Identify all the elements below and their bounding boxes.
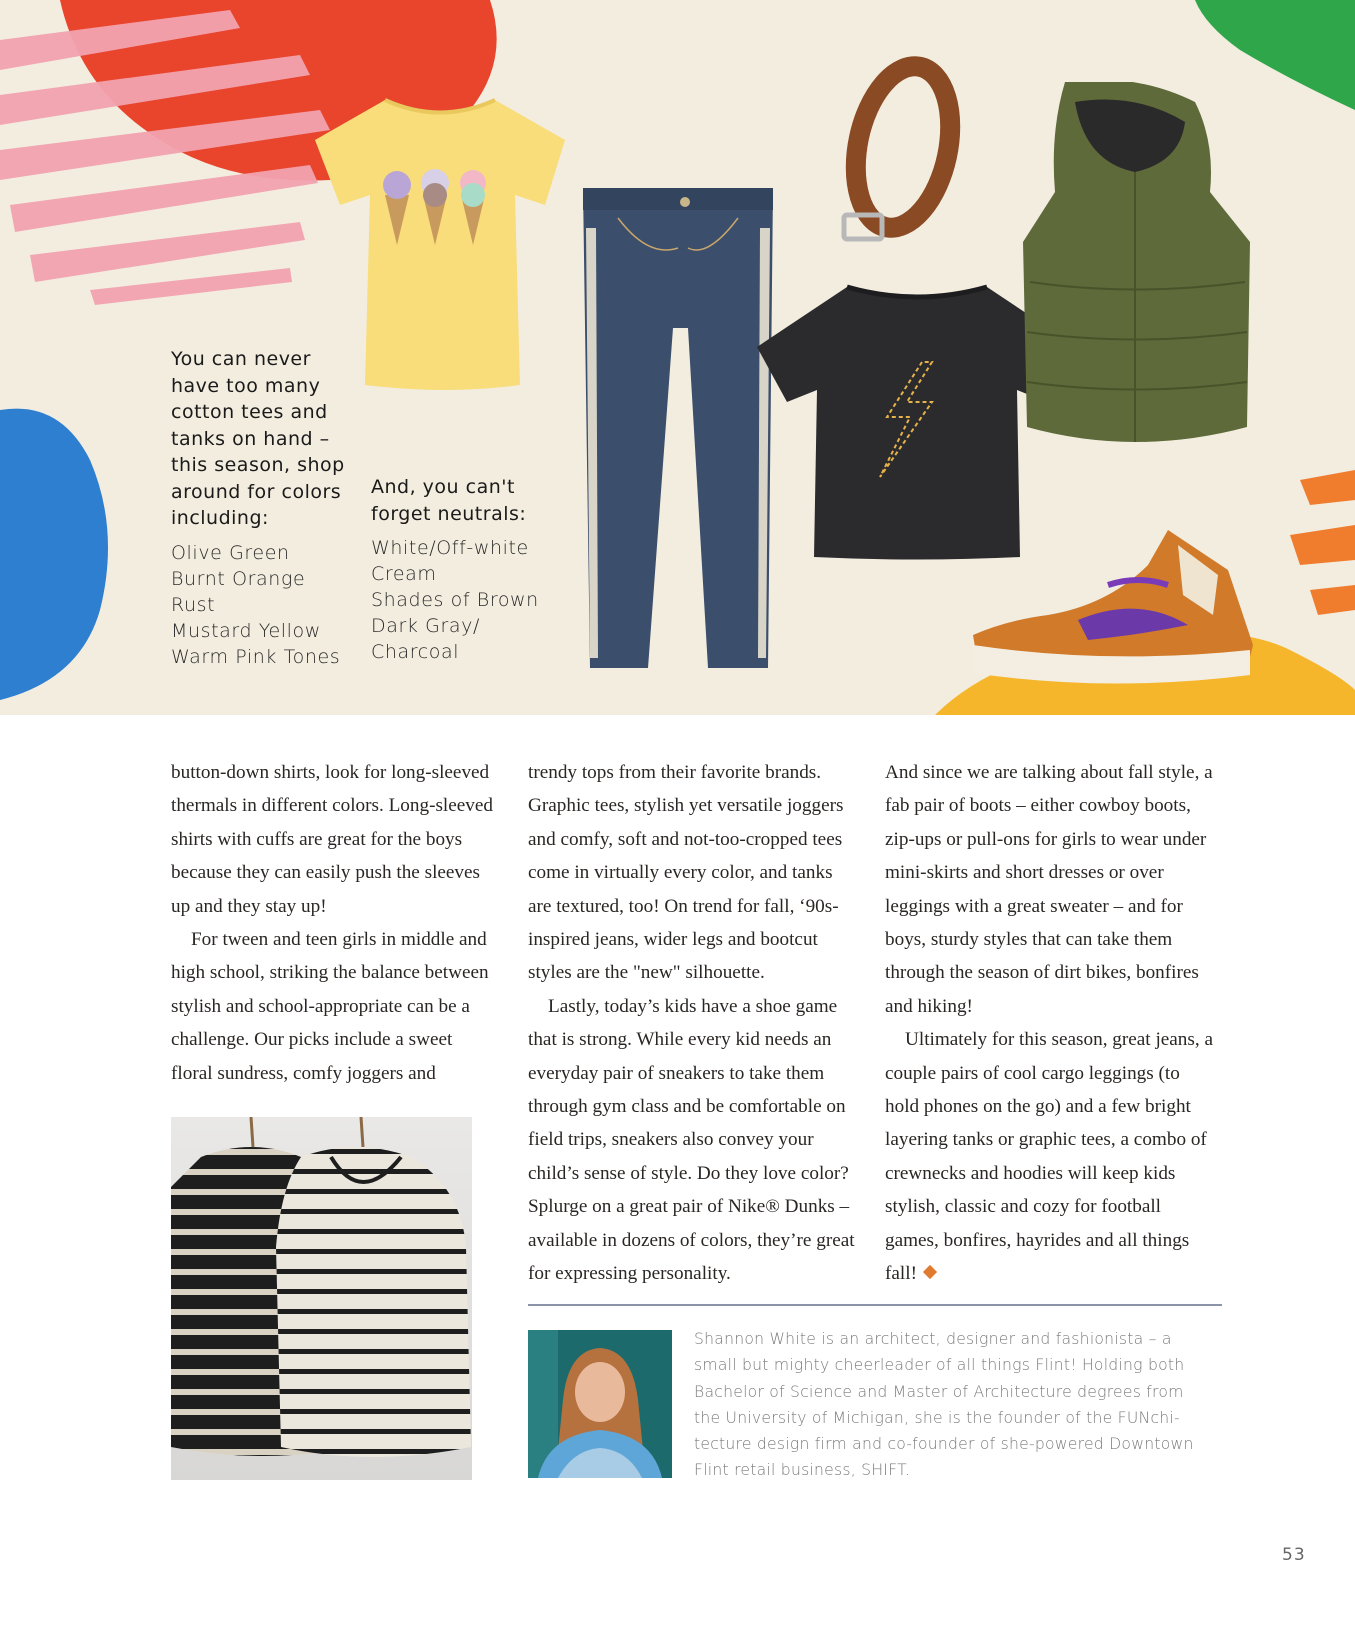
page-number: 53: [1282, 1545, 1306, 1565]
article-paragraph: For tween and teen girls in middle and high school, striking the balance between stylish and school-appropriate can be a challenge. Our picks include a sweet floral sundress, comfy joggers and: [171, 929, 489, 1084]
neutral-item: Cream: [371, 563, 437, 585]
article-column-1: [171, 756, 498, 1090]
article-closing-paragraph: [885, 1023, 1215, 1290]
color-item: Warm Pink Tones: [171, 645, 341, 668]
neutrals-list: [371, 535, 556, 665]
article-paragraph: Lastly, today’s kids have a shoe game that is strong. While every kid needs an everyday pair of sneakers to take them through gym class and be comfortable on field trips, sneakers also convey your child’s sense of style. Do they love color? Splurge on a great pair of Nike® Dunks – available in dozens of colors, they’re great for expressing personality.: [528, 995, 855, 1285]
colors-heading-line: around for colors: [171, 480, 342, 503]
color-item: Mustard Yellow: [171, 619, 321, 642]
color-item: Olive Green: [171, 541, 290, 564]
color-item: Burnt Orange: [171, 567, 306, 590]
hero-collage: [0, 0, 1355, 715]
neutral-item: Shades of Brown: [371, 589, 539, 611]
colors-heading-line: including:: [171, 507, 269, 529]
neutrals-callout: [371, 474, 556, 665]
colors-heading-line: tanks on hand –: [171, 427, 330, 450]
brown-leather-belt-image: [838, 55, 968, 250]
olive-puffer-vest-image: [1015, 82, 1255, 457]
colors-callout: [171, 346, 356, 670]
author-bio: Shannon White is an architect, designer and fashionista – a small but mighty cheerleader of all things Flint! Holding both Bachelor of Science and Master of Architecture degrees from the University of Michigan, she is the founder of the FUNchi-tecture design firm and co-founder of she-powered Downtown Flint retail business, SHIFT.: [694, 1330, 1194, 1480]
neutral-item: White/Off-white: [371, 537, 529, 559]
author-headshot: [528, 1330, 672, 1478]
article-paragraph: And since we are talking about fall style, a fab pair of boots – either cowboy boots, zip-ups or pull-ons for girls to wear under mini-skirts and short dresses or over leggings with a great sweater – and for boys, sturdy styles that can take them through the season of dirt bikes, bonfires and hiking!: [885, 762, 1213, 1017]
color-item: Rust: [171, 593, 216, 616]
end-mark-diamond-icon: [923, 1265, 937, 1279]
article-column-2: [528, 756, 858, 1291]
striped-hoodies-photo: [171, 1117, 472, 1480]
colors-heading: [171, 346, 356, 532]
colors-heading-line: You can never: [171, 348, 311, 370]
neutral-item: Dark Gray/: [371, 615, 480, 637]
article-paragraph: trendy tops from their favorite brands. Graphic tees, stylish yet versatile joggers and comfy, soft and not-too-cropped tees come in virtually every color, and tanks are textured, too! On trend for fall, ‘90s-inspired jeans, wider legs and bootcut styles are the "new" silhouette.: [528, 762, 844, 984]
colors-list: [171, 540, 356, 670]
colors-heading-line: have too many: [171, 374, 321, 397]
neutrals-heading-line: And, you can't: [371, 476, 515, 498]
colors-heading-line: cotton tees and: [171, 401, 328, 423]
neutral-item: Charcoal: [371, 641, 460, 663]
colors-heading-line: this season, shop: [171, 454, 345, 476]
article-paragraph: button-down shirts, look for long-sleeved thermals in different colors. Long-sleeved shirts with cuffs are great for the boys because they can easily push the sleeves up and they stay up!: [171, 762, 493, 917]
bio-divider: [528, 1304, 1222, 1306]
neutrals-heading: [371, 474, 556, 527]
sequin-stripe-jeans-image: [578, 188, 778, 678]
neutrals-heading-line: forget neutrals:: [371, 502, 527, 525]
article-column-3: [885, 756, 1215, 1291]
article-paragraph-text: Ultimately for this season, great jeans, a couple pairs of cool cargo leggings (to hold phones on the go) and a few bright layering tanks or graphic tees, a combo of crewnecks and hoodies will keep kids stylish, classic and cozy for football games, bonfires, hayrides and all things fall!: [885, 1029, 1213, 1285]
orange-high-top-sneaker-image: [968, 525, 1258, 690]
